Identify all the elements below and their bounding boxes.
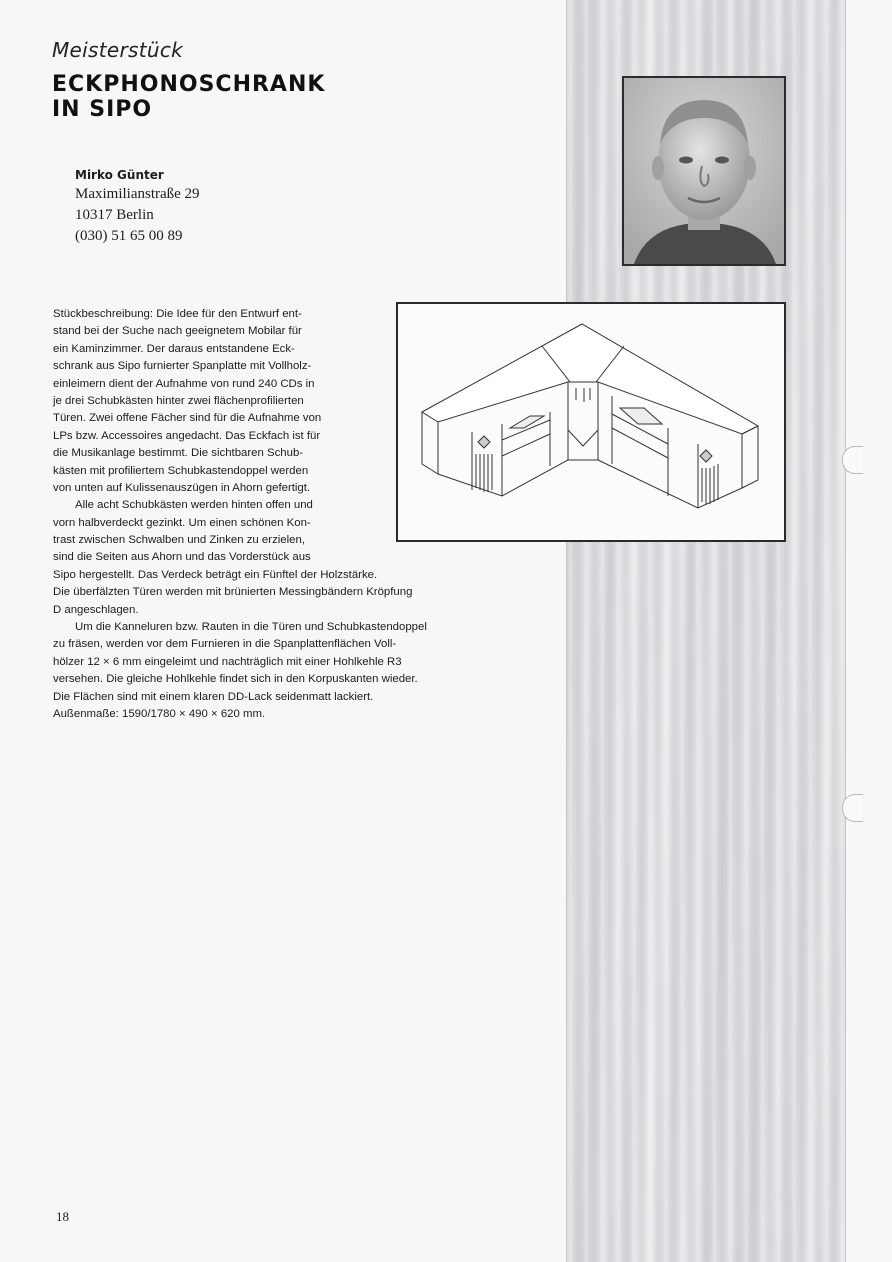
description-line: stand bei der Suche nach geeignetem Mobilar für [53,325,302,338]
description-line: einleimern dient der Aufnahme von rund 240 CDs in [53,377,315,390]
author-address [75,166,200,247]
description-line: von unten auf Kulissenauszügen in Ahorn gefertigt. [53,481,311,494]
punch-hole-mark [842,446,863,474]
description-line: Alle acht Schubkästen werden hinten offen und [75,499,313,512]
description-line: je drei Schubkästen hinter zwei flächenprofilierten [53,394,304,407]
description-line: Um die Kanneluren bzw. Rauten in die Türen und Schubkastendoppel [75,621,427,634]
cabinet-line-drawing [396,302,786,542]
corner-cabinet-illustration [398,304,784,540]
description-line: Die Flächen sind mit einem klaren DD-Lack seidenmatt lackiert. [53,690,374,703]
title-line: ECKPHONOSCHRANK [52,72,326,97]
description-line: kästen mit profiliertem Schubkastendoppel werden [53,464,309,477]
description-line: schrank aus Sipo furnierter Spanplatte mit Vollholz- [53,360,312,373]
description-line: sind die Seiten aus Ahorn und das Vorderstück aus [53,551,311,564]
description-line: Stückbeschreibung: Die Idee für den Entwurf ent- [53,308,302,320]
author-city: 10317 Berlin [75,207,154,223]
author-name: Mirko Günter [75,168,164,182]
description-line: D angeschlagen. [53,603,139,616]
title-line: IN SIPO [52,97,153,122]
description-line: die Musikanlage bestimmt. Die sichtbaren Schub- [53,447,304,460]
author-portrait-photo [622,76,786,266]
piece-description [53,306,427,723]
portrait-illustration [624,78,784,264]
description-line: Sipo hergestellt. Das Verdeck beträgt ein Fünftel der Holzstärke. [53,568,378,581]
punch-hole-mark [842,794,863,822]
description-line: Außenmaße: 1590/1780 × 490 × 620 mm. [53,707,266,720]
section-kicker: Meisterstück [52,38,184,62]
description-line: ein Kaminzimmer. Der daraus entstandene Eck- [53,342,295,355]
description-line: trast zwischen Schwalben und Zinken zu erzielen, [53,534,305,547]
description-line: hölzer 12 × 6 mm eingeleimt und nachträglich mit einer Hohlkehle R3 [53,655,402,668]
page-number: 18 [56,1209,69,1224]
description-line: vorn halbverdeckt gezinkt. Um einen schönen Kon- [53,516,311,529]
author-phone: (030) 51 65 00 89 [75,228,183,244]
description-line: zu fräsen, werden vor dem Furnieren in die Spanplattenflächen Voll- [53,638,397,651]
description-line: versehen. Die gleiche Hohlkehle findet sich in den Korpuskanten wieder. [53,673,418,686]
description-line: Die überfälzten Türen werden mit brünierten Messingbändern Kröpfung [53,586,413,599]
description-line: LPs bzw. Accessoires angedacht. Das Eckfach ist für [53,429,321,442]
description-line: Türen. Zwei offene Fächer sind für die Aufnahme von [53,412,322,425]
author-street: Maximilianstraße 29 [75,186,200,202]
page-title [52,72,372,122]
